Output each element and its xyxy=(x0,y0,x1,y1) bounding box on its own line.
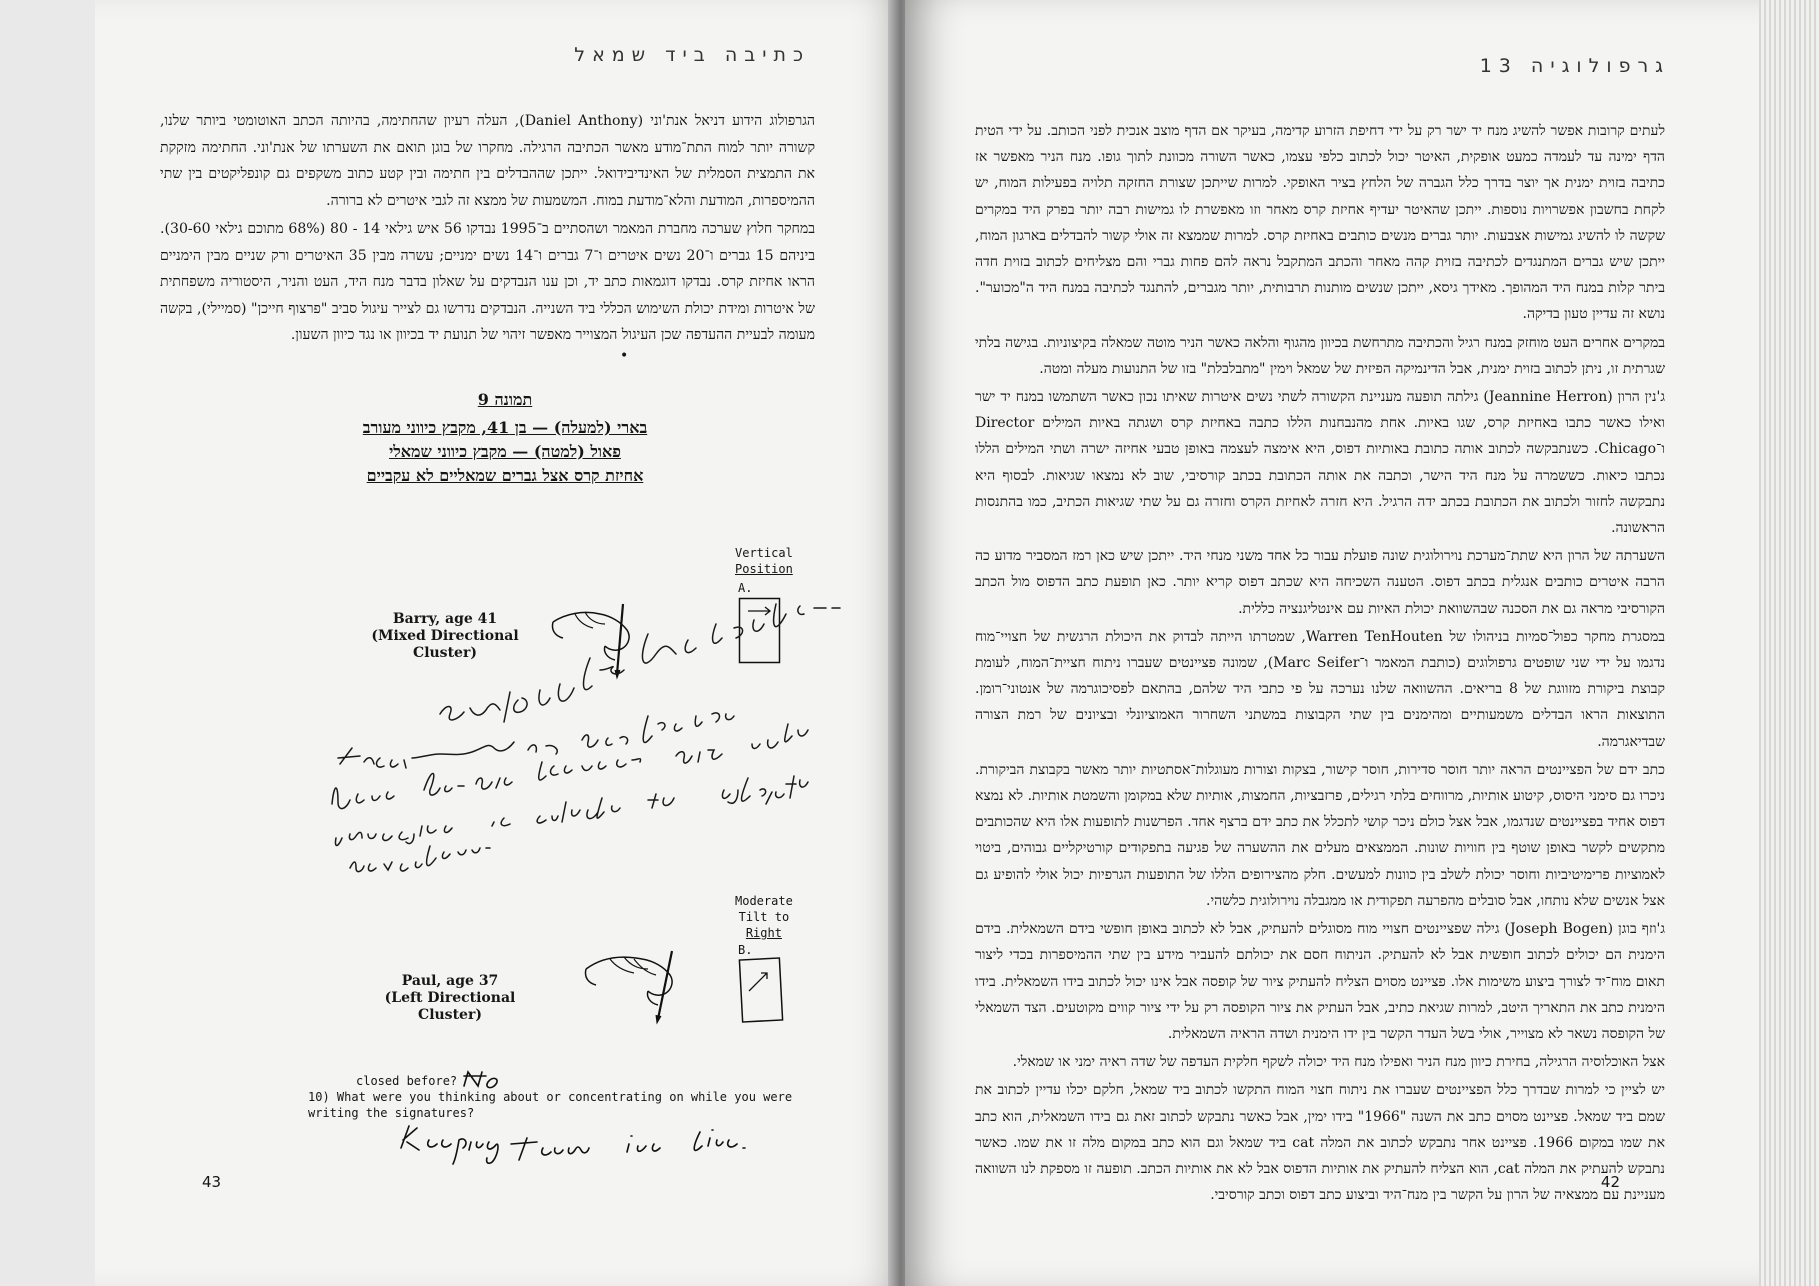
left-paragraph: הגרפולוג הידוע דניאל אנת'וני (Daniel Anthony), העלה רעיון שהחתימה, בהיותה הכתב האוטומטי ביותר שלנו, קשורה יותר למוח התת־מודע מאשר הכתיבה הרגילה. מחקרו של בוגן תואם את השערתו של אנת'וני. החתימה מזקקת את התמצית הסמלית של האינדיבידואל. ייתכן שההבדלים בין חתימה ובין קטע כתוב משקפים גם קונפליקטים בין שתי ההמיספרות, המודעת והלא־מודעת במוח. המשמעות של ממצא זה לגבי איטרים לא ברורה. xyxy=(160,113,816,209)
figure-caption-line: בארי (למעלה) — בן 41, מקבץ כיווני מעורב xyxy=(362,418,648,437)
subject-cluster: (Left Directional Cluster) xyxy=(384,990,516,1023)
figure-title: תמונה 9 xyxy=(477,390,533,409)
paul-label xyxy=(360,973,540,1024)
hook-hand-illustration-barry xyxy=(545,600,655,680)
hook-hand-illustration-paul xyxy=(580,945,700,1025)
right-page-number: 42 xyxy=(1600,1173,1620,1191)
label-line: Right xyxy=(745,926,782,940)
right-paragraph: אצל האוכלוסיה הרגילה, בחירת כיוון מנח הניר ואפילו מנח היד יכולה לשקף חלקית העדפה של שדה ראיה ימני או שמאלי. xyxy=(1012,1054,1665,1071)
moderate-tilt-label xyxy=(735,893,793,941)
right-paragraph: במקרים אחרים העט מוחזק במנח רגיל והכתיבה מתרחשת בכיוון מהגוף והלאה כאשר הניר מוטה שמאלה בקיצוניות. בגישה בלתי שגרתית זו, ניתן לכתוב בזוית ימנית, אבל הדינמיקה הפיזית של שמאל וימין "מתבלבלת" בזו של התנועות מעלה ומטה. xyxy=(975,334,1665,377)
right-paragraph: ג'נין הרון (Jeannine Herron) גילתה תופעה מעניינת הקשורה לשתי נשים איטרות שאיתו נכון כאשר השתמשו במנח יד ישר ואילו כאשר כתבו באחיזת קרס, שגו באיות. אחת מהנבחנות הללו כתבה באחיזת קרס ושגתה באיות המילים Director ו־Chicago. כשנתבקשה לכתוב אותה כתובת באותיות דפוס, היא אימצה לעצמה באופן טבעי אחיזה ישרה ושתי המילים הללו נכתבו כיאות. כששמרה על מנח היד הישר, וכתבה את אותה הכתובת בכתב קורסיבי, שוב לא נמצאו שגיאות. לבסוף היא נתבקשה לחזור ולכתוב את הכתובת בכתב ידה הרגיל. היא חזרה לאחיזת הקרס וחזרה גם על שתי שגיאות הכתיב, כמו בהתנסות הראשונה. xyxy=(975,389,1665,537)
handwritten-answer-no xyxy=(460,1068,510,1090)
right-paragraph: לעתים קרובות אפשר להשיג מנח יד ישר רק על ידי דחיפת הזרוע קדימה, בעיקר אם הדף מוצב אנכית לפני הכותב. על ידי הטית הדף ימינה עד לעמדה כמעט אופקית, האיטר יכול לכתוב כלפי עצמו, כאשר השורה מכוונת לתוך גופו. מנח הניר מאפשר אז כתיבה בזוית ימנית אך יוצר בדרך כלל הגברה של הלחץ בציר האופקי. למרות שייתכן שצורת החזקה תלויה בפעילות המוח, יש לקחת בחשבון אפשרויות נוספות. ייתכן שהאיטר יעדיף אחיזת קרס מאחר וזו מאפשרת לו גמישות רבה יותר בפרק היד במקרים שקשה לו להשיג גמישות אצבעות. יותר גברים מנשים כותבים באחיזת קרס. למרות שממצא זה אולי קשור להבדלים בארגון המוח, ייתכן שיש גברים המתנגדים לכתיבה בזוית קהה מאחר והכתב המתקבל נראה להם פחות גברי והם מצליחים לכתוב בזוית חדה ביתר קלות במנח היד המהופך. מאידך גיסא, ייתכן שנשים מותנות תרבותית, יותר מגברים, להתנגד לכתיבה במנח היד ה"מכוער". נושא זה עדיין טעון בדיקה. xyxy=(975,123,1665,323)
subject-cluster: (Mixed Directional Cluster) xyxy=(371,628,519,661)
subject-name: Paul, age 37 xyxy=(401,973,499,989)
right-paragraph: כתב ידם של הפציינטים הראה יותר חוסר סדירות, חוסר קישור, בצקות וצורות מעוגלות־אסתטיות יותר מאשר בקבוצת הביקורת. ניכרו גם סימני היסוס, קיטוע אותיות, מרווחים בלתי רגילים, פרזבציות, החמצות, אותיות שלא במקומן והשמטת אותיות. לא נמצא דפוס אחיד בפציינטים שנדגמו, אבל אצל כולם ניכר קושי לתכלל את כתב ידם ברצף אחד. הפרשנות לתופעות אלו היא שהכותבים מתקשים לקשר באופן שוטף בין חוויות שונות. הממצאים מעלים את ההשערה של פגיעה בתפקודים קורטיקליים גבוהים, ביטוי לאמוציות פרימיטיביות וחוסר יכולת לשלב בין כוונות למעשים. חלק מהצירופים הללו של התופעות הגרפיות יכול אולי להופיע גם אצל אנשים שלא נותחו, אבל סובלים מהפרעה תפקודית או ממגבלה נוירולוגית כלשהי. xyxy=(975,761,1665,909)
left-running-head: כתיבה ביד שמאל xyxy=(574,44,810,66)
figure-caption-line: אחיזת קרס אצל גברים שמאליים לא עקביים xyxy=(366,466,644,485)
barry-label xyxy=(345,611,545,662)
separator-dot: • xyxy=(620,348,629,364)
label-a: A. xyxy=(738,581,753,595)
subject-name: Barry, age 41 xyxy=(392,611,498,627)
right-paragraph: במסגרת מחקר כפול־סמיות בניהולו של Warren TenHouten, שמטרתו הייתה לבדוק את היכולת הרגשית של חצויי־מוח נדגמו על ידי שני שופטים גרפולוגים (כותבת המאמר ו־Marc Seifer), שמונה פציינטים שעברו ניתוח חציית־המוח, לעומת קבוצת ביקורת מזווגת של 8 בריאים. ההשוואה שלנו נערכה על פי כתבי היד שלהם, בהתאם לפסיכוגרמה של אנטוני־רומן. התוצאות הראו הבדלים משמעותיים ומהימנים בין שתי הקבוצות במשתני השחרור האמוציונלי ובציונים של רמת הצורה שבדיאגרמה. xyxy=(975,628,1665,750)
label-line: Position xyxy=(735,562,793,576)
right-body-text xyxy=(975,118,1665,1210)
right-page xyxy=(905,0,1765,1286)
handwritten-answer-keeping xyxy=(395,1118,775,1158)
left-body-text xyxy=(160,108,815,351)
vertical-position-label xyxy=(735,545,793,577)
label-line: Moderate xyxy=(735,894,793,908)
questionnaire-line: 10) What were you thinking about or concentrating on while you were xyxy=(308,1090,793,1104)
left-page-number: 43 xyxy=(202,1173,222,1191)
questionnaire-line: closed before? xyxy=(356,1074,458,1088)
questionnaire-excerpt xyxy=(290,1073,792,1121)
label-line: Vertical xyxy=(735,546,793,560)
paper-tilted-diagram xyxy=(735,955,791,1027)
questionnaire-line: writing the signatures? xyxy=(308,1106,475,1120)
left-paragraph: במחקר חלוץ שערכה מחברת המאמר ושהסתיים ב־1995 נבדקו 56 איש גילאי 14 - 80 (68% מתוכם גילאי 30-60). ביניהם 15 גברים ו־20 נשים איטרים ו־7 גברים ו־14 נשים ימניים; עשרה מבין 35 האיטרים ורק שניים מבין הימניים הראו אחיזת קרס. נבדקו דוגמאות כתב יד, וכן ענו הנבדקים על שאלון בדבר מנח היד, העט והניר, היסטוריה משפחתית של איטרות ומידת יכולת השימוש הכללי ביד השנייה. הנבדקים נדרשו גם לצייר עיגול סביב "פרצוף חייכן" (סמיילי), בקשה מעומה לבעיית ההעדפה שכן העיגול המצוייר מאפשר זיהוי של תנועת יד בכיוון או נגד כיוון השעון. xyxy=(160,221,816,343)
right-paragraph: יש לציין כי למרות שבדרך כלל הפציינטים שעברו את ניתוח חצוי המוח התקשו לכתוב ביד שמאל, חלקם יכלו עדיין לכתוב את שמם ביד שמאל. פציינט מסוים כתב את השנה "1966" בידו ימין, אבל כאשר נתבקש לכתוב זאת גם בידו השמאלית, הוא כתב את שמו במקום 1966. פציינט אחר נתבקש לכתוב את המלה cat ביד שמאל וגם הוא כתב במקום מלה זו את שמו. כאשר נתבקש להעתיק את המלה cat, הוא הצליח להעתיק את אותיות הדפוס אבל לא את אותיות הכתב. תופעה זו מספקת לנו השוואה מעניינת עם ממצאיה של הרון על הקשר בין מנח־היד וביצוע כתב דפוס וכתב קורסיבי. xyxy=(975,1082,1666,1204)
label-line: Tilt to xyxy=(738,910,790,924)
right-running-head: גרפולוגיה 13 xyxy=(1479,55,1670,77)
figure-caption-line: פאול (למטה) — מקבץ כיווני שמאלי xyxy=(389,442,621,461)
left-page xyxy=(95,0,900,1286)
right-paragraph: ג'וזף בוגן (Joseph Bogen) גילה שפציינטים חצויי מוח מסוגלים להעתיק, אבל לא לכתוב באופן חופשי בידם השמאלית. בידם הימנית הם יכולים לכתוב חופשית אבל לא להעתיק. הניתוח חסם את יכולתם להעביר מידע בין שתי ההמיספרות בכדי ליצור תאום מוח־יד לצורך ביצוע משימות אלו. פציינט מסוים הצליח להעתיק ציור של קופסה אבל אינו יכול לכתוב בידו השמאלית. בידו הימנית כתב את התאריך היטב, למרות שגיאת כתיב, אבל העתיק את ציור הקופסה רק על ידי ציור קווים מקוטעים. הצד השמאלי של הקופסה נשאר לא מצוייר, אולי בשל העדר הקשר בין ידו הימנית ושדה הראיה השמאלית. xyxy=(975,921,1666,1042)
label-b: B. xyxy=(738,943,753,957)
page-edges xyxy=(1759,0,1819,1286)
figure-caption xyxy=(275,388,735,488)
right-paragraph: השערתה של הרון היא שתת־מערכת נוירולוגית שונה פועלת עבור כל אחד משני מנחי היד. ייתכן שיש כאן רמז המסביר מדוע כה הרבה איטרים כותבים אנגלית בכתב דפוס. הטענה השכיחה היא שכתב דפוס קריא יותר. כאן תופעת כתב הדפוס מול הכתב הקורסיבי מראה גם את הסכנה שבהשוואת יכולת האיות עם אינטליגנציה כללית. xyxy=(975,548,1665,617)
handwriting-sample xyxy=(320,672,900,882)
